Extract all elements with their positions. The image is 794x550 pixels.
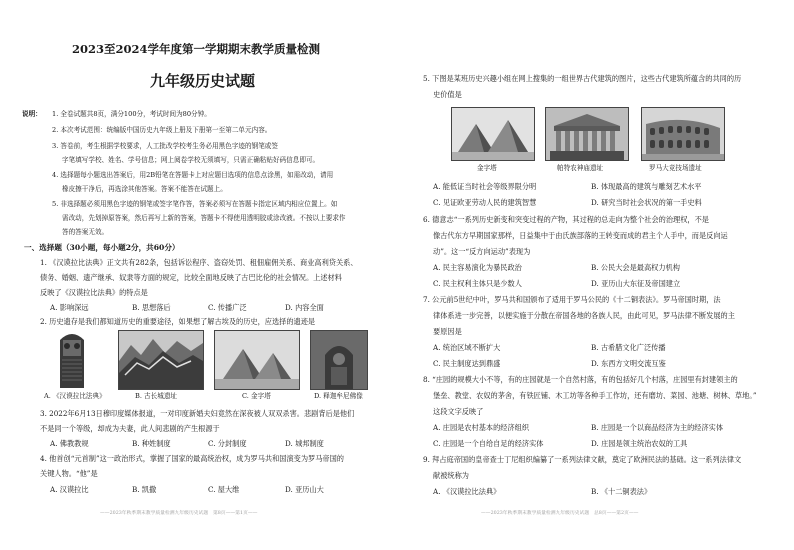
option-b: B. 凯撒 — [132, 485, 157, 494]
option-b: B. 种姓制度 — [132, 439, 171, 448]
hammurabi-stele-image — [50, 330, 94, 390]
question-text: 3. 2022年6月13日穆印度媒体报道，一对印度新婚夫妇竟然在深夜被人双双杀害。悲剧背后是他们 — [40, 409, 355, 418]
question-text: 动”。这一“反方向运动”表现为 — [433, 247, 531, 256]
option-d: D. 内容全面 — [285, 303, 324, 312]
pyramids-image — [214, 330, 300, 390]
option-b: B. 古希腊文化广泛传播 — [591, 343, 666, 352]
exam-page-2 — [397, 0, 794, 550]
question-text: 5. 下图是某班历史兴趣小组在网上搜集的一组世界古代建筑的图片，这些古代建筑所蕴含的共同的历 — [423, 74, 742, 83]
option-b: B. 《十二铜表法》 — [591, 487, 652, 496]
option-b: B. 体现最高的建筑与雕刻艺术水平 — [591, 182, 702, 191]
option-c: C. 分封制度 — [208, 439, 247, 448]
question-text: 关键人物。“他”是 — [40, 469, 98, 478]
question-text: 律体系进一步完善，以便实施于分散在帝国各地的各族人民，由此可见，罗马法律不断发展的主 — [433, 311, 735, 320]
great-wall-image — [118, 330, 204, 390]
question-text: 2. 历史遗存是我们都知道历史的重要途径，如果想了解古埃及的历史，应选择的遗迹是 — [40, 317, 316, 326]
section-title: 一、选择题（30小题，每小题2分，共60分） — [24, 243, 180, 252]
instruction-line: 字笔填写学校、姓名、学号信息；网上阅卷学校无须填写，只需正确粘贴好码信息即可。 — [62, 156, 320, 164]
buddha-statue-image — [310, 330, 368, 390]
option-c: C. 见证欧亚劳动人民的建筑智慧 — [433, 198, 537, 207]
option-a: A. 民主容易演化为暴民政治 — [433, 263, 522, 272]
question-text: 像古代东方早期国家那样，日益集中于由氏族部落的王转变而成的君主个人手中，而是反向运 — [433, 231, 728, 240]
option-d: D. 亚历山大东征及帝国建立 — [591, 279, 681, 288]
option-b: B. 思想落后 — [132, 303, 171, 312]
image-caption: 帕特农神庙遗址 — [557, 164, 604, 172]
instruction-line: 答的答案无效。 — [62, 228, 109, 236]
question-text: 4. 他首创“元首制”这一政治形式，掌握了国家的最高统治权，成为罗马共和国演变为罗马帝国的 — [40, 454, 344, 463]
option-a: A. 统治区域不断扩大 — [433, 343, 501, 352]
option-c: C. 庄园是一个自给自足的经济实体 — [433, 439, 544, 448]
option-d: D. 城邦制度 — [285, 439, 324, 448]
pyramid-image — [451, 107, 535, 161]
question-text: 6. 德意志“一系列历史新变和突变过程的产物，其过程的总走向为整个社会的治理权，不是 — [423, 215, 709, 224]
image-caption: C. 金字塔 — [242, 392, 271, 400]
page-footer: ——2023年秋季期末教学质量检测九年级历史试题 第8页——第1页—— — [100, 511, 258, 516]
question-text: 反映了《汉谟拉比法典》的特点是 — [40, 288, 148, 297]
instruction-line: 需改动，先划掉原答案，然后再写上新的答案，答题卡不得使用透明胶或涂改液。不按以上要求作 — [62, 214, 346, 222]
question-text: 不是同一个等级，却成为夫妻，此人间悲剧的产生根源于 — [40, 424, 220, 433]
colosseum-image — [641, 107, 725, 161]
instruction-line: 3. 答卷前，考生根据学校要求，人工批改学校考生务必用黑色字迹的钢笔或签 — [52, 142, 278, 150]
instructions-label: 说明： — [22, 110, 42, 118]
option-d: D. 东西方文明交流互鉴 — [591, 359, 666, 368]
option-c: C. 民主制度达到鼎盛 — [433, 359, 501, 368]
question-text: 9. 拜占庭帝国的皇帝查士丁尼组织编纂了一系列法律文献，奠定了欧洲民法的基础。这一系列法律文 — [423, 455, 742, 464]
instruction-line: 5. 非选择题必须用黑色字迹的钢笔或签字笔作答，答案必须写在答题卡指定区域内相应位置上。如 — [52, 200, 338, 208]
exam-title: 2023至2024学年度第一学期期末教学质量检测 — [72, 42, 321, 56]
image-caption: 罗马大竞技场遗址 — [649, 164, 702, 172]
image-caption: D. 释迦牟尼佛像 — [314, 392, 363, 400]
option-b: B. 公民大会是最高权力机构 — [591, 263, 680, 272]
option-a: A. 能低证当时社会等级界限分明 — [433, 182, 537, 191]
option-a: A. 影响深远 — [50, 303, 89, 312]
instruction-line: 1. 全卷试题共8页，满分100分，考试时间为80分钟。 — [52, 110, 211, 118]
instruction-line: 4. 选择题每小题选出答案后，用2B铅笔在答题卡上对应题目选项的信息点涂黑，如需改动，请用 — [52, 171, 334, 179]
option-a: A. 佛教教规 — [50, 439, 89, 448]
option-a: A. 《汉谟拉比法典》 — [433, 487, 501, 496]
option-c: C. 民主权利主体只是少数人 — [433, 279, 522, 288]
instruction-line: 2. 本次考试范围：统编版中国历史九年级上册及下册第一至第二单元内容。 — [52, 126, 272, 134]
option-a: A. 汉谟拉比 — [50, 485, 89, 494]
option-b: B. 庄园是一个以商品经济为主的经济实体 — [591, 423, 724, 432]
option-d: D. 研究当时社会状况的第一手史料 — [591, 198, 702, 207]
option-d: D. 亚历山大 — [285, 485, 324, 494]
question-text: 债务、婚姻、遗产继承、奴隶等方面的规定，比较全面地反映了古巴比伦的社会情况。上述材料 — [40, 273, 342, 282]
question-text: 8. “庄园的规模大小不等，有的庄园就是一个自然村落，有的包括好几个村落，庄园里有封建领主的 — [423, 375, 738, 384]
question-text: 献被统称为 — [433, 471, 469, 480]
question-text: 堡垒、教堂、农奴的茅舍，有铁匠铺、木工坊等各种手工作坊，还有磨坊、菜园、池塘、树林、草地。” — [433, 391, 757, 400]
image-caption: A. 《汉谟拉比法典》 — [44, 392, 106, 400]
option-c: C. 传播广泛 — [208, 303, 247, 312]
page-footer: ——2023年秋季期末教学质量检测九年级历史试题 总8页——第2页—— — [481, 511, 639, 516]
option-c: C. 屋大维 — [208, 485, 240, 494]
question-text: 这段文字反映了 — [433, 407, 484, 416]
option-d: D. 庄园是领主统治农奴的工具 — [591, 439, 688, 448]
image-caption: B. 古长城遗址 — [135, 392, 178, 400]
image-caption: 金字塔 — [477, 164, 497, 172]
parthenon-image — [545, 107, 629, 161]
exam-subject-title: 九年级历史试题 — [150, 72, 256, 90]
question-text: 史价值是 — [433, 90, 462, 99]
question-text: 1. 《汉谟拉比法典》正文共有282条，包括诉讼程序、盗窃处罚、租佃雇佣关系、商业高利贷关系、 — [40, 258, 358, 267]
option-a: A. 庄园是农村基本的经济组织 — [433, 423, 530, 432]
instruction-line: 橡皮擦干净后，再选涂其他答案。答案不能答在试题上。 — [62, 185, 227, 193]
question-text: 7. 公元前5世纪中叶，罗马共和国颁布了适用于罗马公民的《十二铜表法》。罗马帝国时期，法 — [423, 295, 721, 304]
question-text: 要原因是 — [433, 327, 462, 336]
